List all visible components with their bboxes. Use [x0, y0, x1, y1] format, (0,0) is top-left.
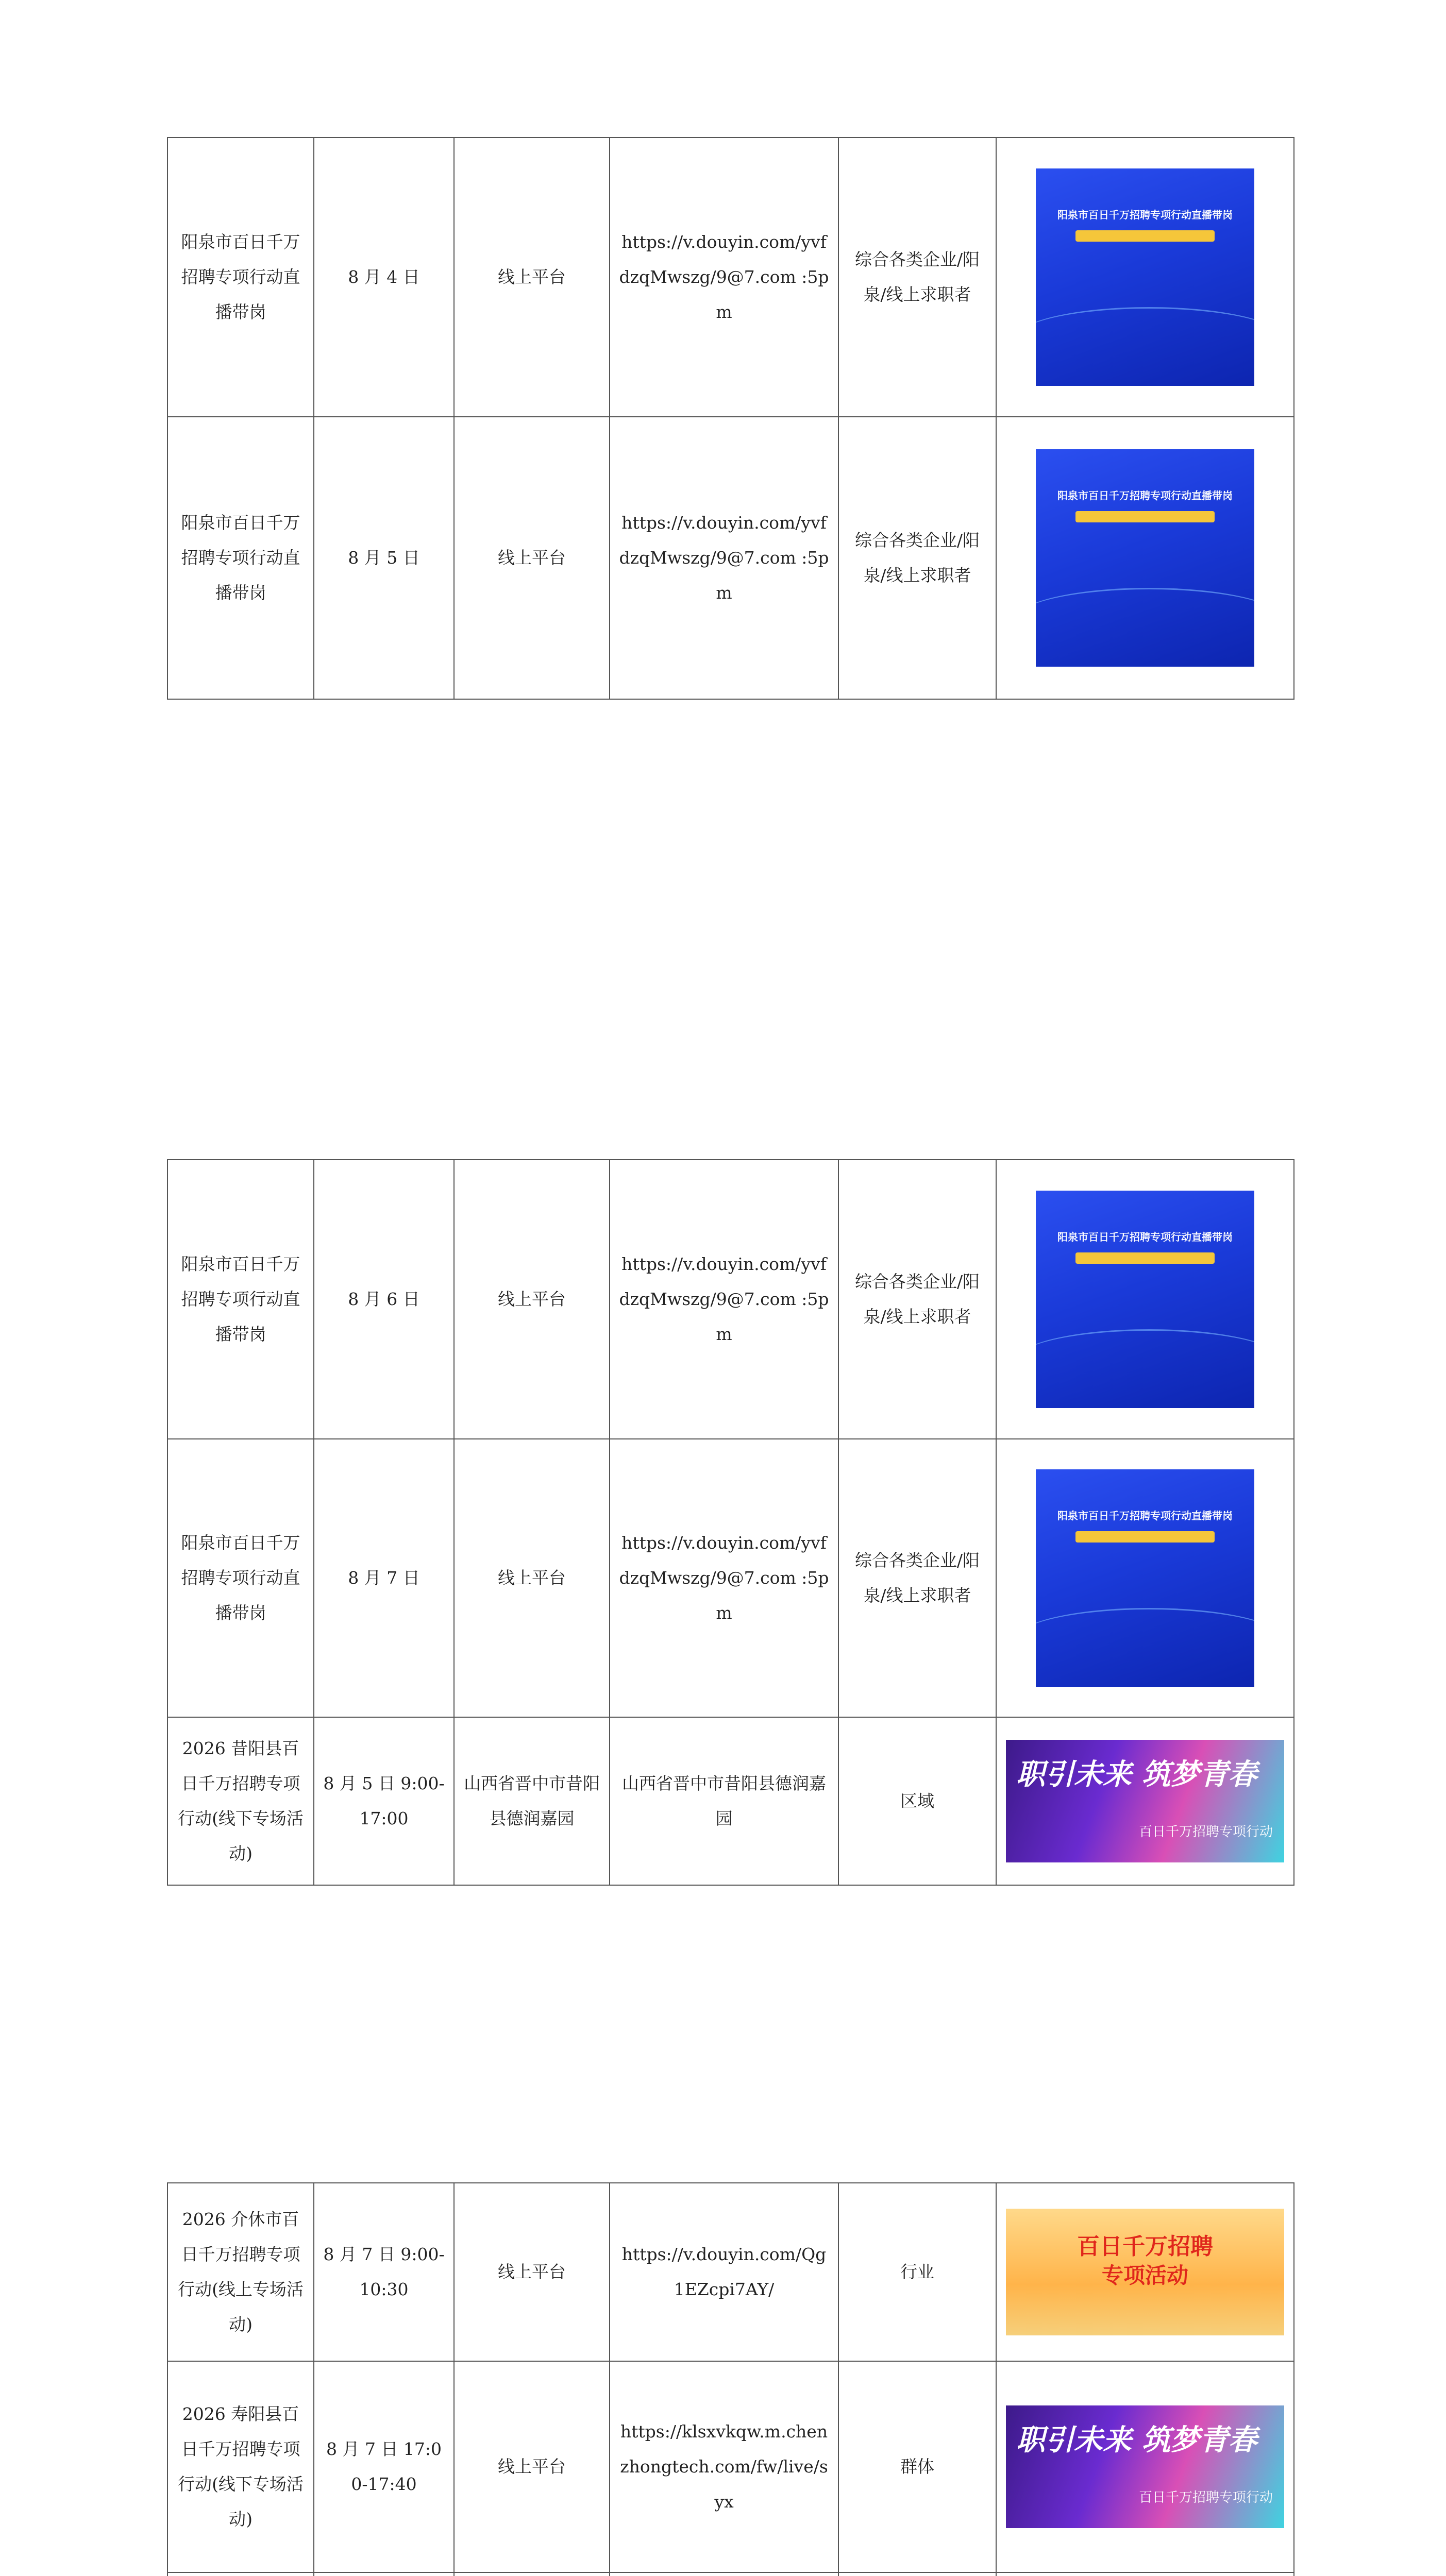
event-banner — [1006, 2405, 1284, 2528]
poster-bar — [1075, 230, 1215, 242]
event-link[interactable]: https://v.douyin.com/Qg1EZcpi7AY/ — [610, 2183, 838, 2361]
poster-title: 阳泉市百日千万招聘专项行动直播带岗 — [1057, 1510, 1233, 1522]
event-link[interactable]: https://klsxvkqw.m.chenzhongtech.com/fw/live/syx — [610, 2361, 838, 2572]
event-time: 8 月 7 日 9:00-10:30 — [314, 2183, 454, 2361]
poster-wave — [1036, 307, 1254, 370]
poster-bar — [1075, 511, 1215, 522]
event-target: 群体 — [838, 2361, 996, 2572]
job-fair-table-1 — [167, 137, 1294, 700]
banner-subtitle: 百日千万招聘专项行动 — [1138, 2490, 1273, 2505]
event-poster — [1036, 168, 1254, 386]
banner-title: 职引未来 筑梦青春 — [1016, 2424, 1257, 2457]
event-time: 8 月 7 日 — [314, 1439, 454, 1717]
banner-title: 职引未来 筑梦青春 — [1016, 1758, 1257, 1791]
poster-wave — [1036, 1329, 1254, 1393]
poster-title: 阳泉市百日千万招聘专项行动直播带岗 — [1057, 209, 1233, 221]
event-place: 山西省晋中市昔阳县德润嘉园 — [454, 1717, 610, 1885]
event-place: 线上平台 — [454, 417, 610, 699]
event-target — [838, 2572, 996, 2576]
event-target: 综合各类企业/阳泉/线上求职者 — [838, 417, 996, 699]
event-time: 8 月 5 日 9:00-17:00 — [314, 1717, 454, 1885]
event-place: 线上平台 — [454, 1439, 610, 1717]
table-row — [167, 2572, 1294, 2576]
table-row — [167, 2183, 1294, 2361]
event-link[interactable]: https://v.douyin.com/yvfdzqMwszg/9@7.com :5pm — [610, 1160, 838, 1439]
job-fair-table-2 — [167, 1159, 1294, 1886]
poster-title: 阳泉市百日千万招聘专项行动直播带岗 — [1057, 1231, 1233, 1243]
event-time: 8 月 7 日 17:00-17:40 — [314, 2361, 454, 2572]
event-address: 山西省晋中市昔阳县德润嘉园 — [610, 1717, 838, 1885]
event-name: 2026 寿阳县百日千万招聘专项行动(线下专场活动) — [167, 2361, 314, 2572]
banner-title: 百日千万招聘 — [1077, 2233, 1213, 2260]
event-poster-cell — [996, 2572, 1294, 2576]
event-target: 综合各类企业/阳泉/线上求职者 — [838, 138, 996, 417]
table-row — [167, 138, 1294, 417]
event-time: 8 月 5 日 — [314, 417, 454, 699]
event-banner — [1006, 1740, 1284, 1862]
table-row — [167, 1160, 1294, 1439]
poster-bar — [1075, 1531, 1215, 1543]
event-time — [314, 2572, 454, 2576]
event-place: 线上平台 — [454, 1160, 610, 1439]
event-link[interactable]: https://v.douyin.com/yvfdzqMwszg/9@7.com :5pm — [610, 417, 838, 699]
event-time: 8 月 6 日 — [314, 1160, 454, 1439]
poster-wave — [1036, 1608, 1254, 1671]
poster-title: 阳泉市百日千万招聘专项行动直播带岗 — [1057, 489, 1233, 502]
event-name — [167, 2572, 314, 2576]
event-poster-cell — [996, 2361, 1294, 2572]
event-name: 阳泉市百日千万招聘专项行动直播带岗 — [167, 138, 314, 417]
event-link[interactable]: https://v.douyin.com/yvfdzqMwszg/9@7.com :5pm — [610, 138, 838, 417]
event-target: 区域 — [838, 1717, 996, 1885]
table-row — [167, 1439, 1294, 1717]
event-poster — [1036, 1469, 1254, 1687]
event-poster — [1036, 449, 1254, 667]
event-place — [454, 2572, 610, 2576]
event-name: 阳泉市百日千万招聘专项行动直播带岗 — [167, 417, 314, 699]
event-poster — [1036, 1191, 1254, 1408]
table-row — [167, 2361, 1294, 2572]
event-poster-cell — [996, 1160, 1294, 1439]
event-place: 线上平台 — [454, 2361, 610, 2572]
event-target: 行业 — [838, 2183, 996, 2361]
event-name: 2026 介休市百日千万招聘专项行动(线上专场活动) — [167, 2183, 314, 2361]
event-time: 8 月 4 日 — [314, 138, 454, 417]
poster-bar — [1075, 1252, 1215, 1264]
event-qr-cell — [610, 2572, 838, 2576]
event-poster-cell — [996, 138, 1294, 417]
event-link[interactable]: https://v.douyin.com/yvfdzqMwszg/9@7.com :5pm — [610, 1439, 838, 1717]
job-fair-table-3 — [167, 2182, 1294, 2576]
event-name: 2026 昔阳县百日千万招聘专项行动(线下专场活动) — [167, 1717, 314, 1885]
banner-title-2: 专项活动 — [1101, 2263, 1188, 2288]
event-place: 线上平台 — [454, 138, 610, 417]
banner-subtitle: 百日千万招聘专项行动 — [1138, 1824, 1273, 1840]
event-target: 综合各类企业/阳泉/线上求职者 — [838, 1160, 996, 1439]
table-row — [167, 1717, 1294, 1885]
poster-wave — [1036, 588, 1254, 651]
event-poster-cell — [996, 1717, 1294, 1885]
event-place: 线上平台 — [454, 2183, 610, 2361]
event-target: 综合各类企业/阳泉/线上求职者 — [838, 1439, 996, 1717]
event-poster-cell — [996, 2183, 1294, 2361]
event-banner — [1006, 2209, 1284, 2335]
event-name: 阳泉市百日千万招聘专项行动直播带岗 — [167, 1160, 314, 1439]
event-poster-cell — [996, 1439, 1294, 1717]
table-row — [167, 417, 1294, 699]
event-poster-cell — [996, 417, 1294, 699]
event-name: 阳泉市百日千万招聘专项行动直播带岗 — [167, 1439, 314, 1717]
